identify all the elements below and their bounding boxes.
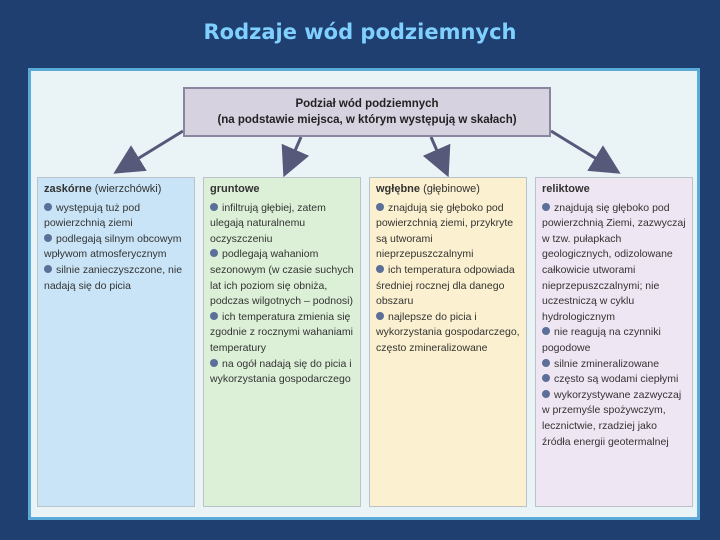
column-reliktowe	[535, 177, 693, 507]
header-subtitle: (na podstawie miejsca, w którym występują w skałach)	[217, 114, 517, 126]
list-item: znajdują się głęboko pod powierzchnią ziemi, przykryte są utworami nieprzepuszczalnymi	[376, 201, 514, 261]
list-item: wykorzystywane zazwyczaj w przemyśle spożywczym, lecznictwie, rzadziej jako źródła energii geotermalnej	[542, 388, 682, 448]
column-title: gruntowe	[210, 183, 260, 195]
column-title: wgłębne (głębinowe)	[376, 183, 480, 195]
column-wglebne	[369, 177, 527, 507]
bullet-icon	[44, 265, 52, 273]
list-item: znajdują się głęboko pod powierzchnią Ziemi, zazwyczaj w tzw. pułapkach geologicznych, odizolowane całkowicie utworami nieprzepuszczalnymi; nie uczestniczą w cyklu hydrologicznym	[542, 201, 686, 323]
bullet-icon	[376, 312, 384, 320]
bullet-icon	[542, 359, 550, 367]
arrow-to-wglebne	[431, 137, 445, 169]
list-item: podlegają silnym obcowym wpływom atmosferycznym	[44, 232, 182, 261]
slide-title: Rodzaje wód podziemnych	[203, 20, 517, 44]
column-zaskorne	[37, 177, 195, 507]
bullet-icon	[542, 203, 550, 211]
column-gruntowe	[203, 177, 361, 507]
bullet-icon	[376, 203, 384, 211]
list-item: najlepsze do picia i wykorzystania gospodarczego, często zmineralizowane	[376, 310, 520, 354]
classification-header	[183, 87, 551, 137]
arrow-to-gruntowe	[287, 137, 301, 169]
list-item: nie reagują na czynniki pogodowe	[542, 326, 661, 354]
bullet-icon	[542, 374, 550, 382]
bullet-icon	[210, 359, 218, 367]
bullet-icon	[376, 265, 384, 273]
list-item: występują tuż pod powierzchnią ziemi	[44, 201, 141, 230]
bullet-icon	[44, 234, 52, 242]
diagram-frame	[28, 68, 700, 520]
bullet-icon	[542, 327, 550, 335]
arrow-to-zaskorne	[121, 131, 183, 169]
bullet-icon	[44, 203, 52, 211]
list-item: silnie zmineralizowane	[542, 357, 686, 373]
list-item: silnie zanieczyszczone, nie nadają się do picia	[44, 263, 183, 292]
list-item: infiltrują głębiej, zatem ulegają naturalnemu oczyszczeniu	[210, 201, 326, 245]
column-title: zaskórne (wierzchówki)	[44, 183, 162, 195]
list-item: ich temperatura zmienia się zgodnie z rocznymi wahaniami temperatury	[210, 310, 353, 354]
arrow-to-reliktowe	[551, 131, 613, 169]
list-item: na ogół nadają się do picia i wykorzystania gospodarczego	[210, 357, 352, 386]
bullet-icon	[210, 249, 218, 257]
list-item: podlegają wahaniom sezonowym (w czasie suchych lat ich poziom się obniża, podczas wilgotnych – podnosi)	[210, 248, 354, 308]
column-title: reliktowe	[542, 183, 590, 195]
header-title: Podział wód podziemnych	[295, 98, 439, 110]
bullet-icon	[210, 312, 218, 320]
bullet-icon	[542, 390, 550, 398]
list-item: często są wodami ciepłymi	[542, 372, 686, 388]
bullet-icon	[210, 203, 218, 211]
list-item: ich temperatura odpowiada średniej rocznej dla danego obszaru	[376, 263, 515, 308]
